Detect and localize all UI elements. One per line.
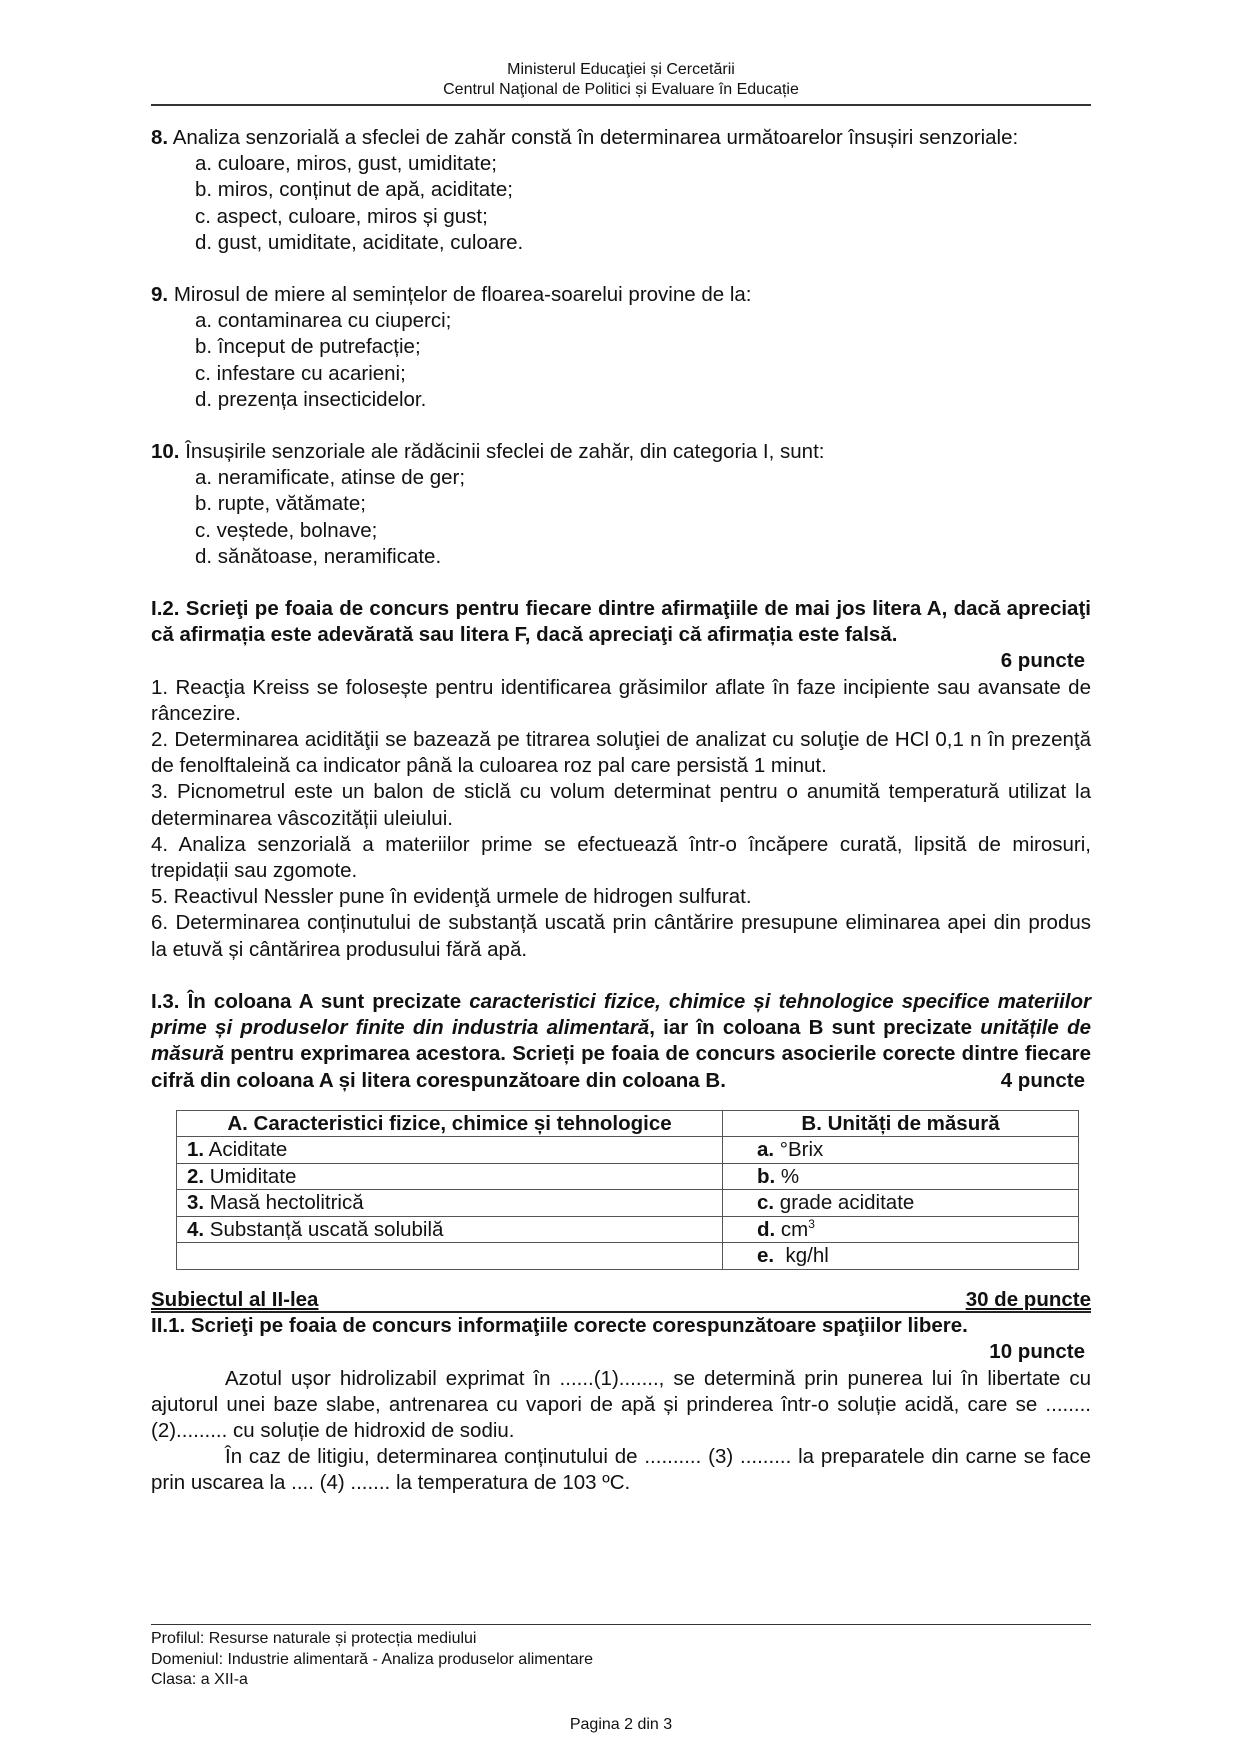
option: c. veștede, bolnave; bbox=[195, 518, 378, 542]
column-b-cell: b. % bbox=[723, 1163, 1079, 1190]
association-table bbox=[176, 1110, 1079, 1270]
footer-divider bbox=[151, 1624, 1091, 1625]
option: c. infestare cu acarieni; bbox=[195, 361, 406, 385]
question-8 bbox=[151, 125, 1091, 151]
subject-2-points: 30 de puncte bbox=[965, 1287, 1091, 1311]
option: b. miros, conținut de apă, aciditate; bbox=[195, 178, 513, 202]
subject-2-heading bbox=[151, 1287, 1091, 1313]
column-a-cell: 2. Umiditate bbox=[177, 1163, 723, 1190]
column-a-cell bbox=[177, 1243, 723, 1270]
column-b-cell: c. grade aciditate bbox=[723, 1190, 1079, 1217]
page-number: Pagina 2 din 3 bbox=[569, 1716, 673, 1733]
footer-class: Clasa: a XII-a bbox=[151, 1671, 248, 1688]
header-divider bbox=[151, 104, 1091, 106]
statement: 4. Analiza senzorială a materiilor prime se efectuează într-o încăpere curată, lipsită de mirosuri, trepidații sau zgomote. bbox=[151, 832, 1091, 883]
option: d. gust, umiditate, aciditate, culoare. bbox=[195, 230, 524, 254]
ministry-name: Ministerul Educaţiei și Cercetării bbox=[507, 61, 735, 78]
statement: 1. Reacţia Kreiss se folosește pentru identificarea grăsimilor aflate în faze incipiente sau avansate de râncezire. bbox=[151, 675, 1091, 725]
option: b. început de putrefacție; bbox=[195, 335, 421, 359]
section-i3-label: I.3. În coloana A sunt precizate bbox=[151, 989, 470, 1013]
question-text: Însușirile senzoriale ale rădăcinii sfeclei de zahăr, din categoria I, sunt: bbox=[185, 440, 825, 464]
fill-in-paragraph-1: Azotul ușor hidrolizabil exprimat în ......(1)......., se determină prin punerea lui în libertate cu ajutorul unei baze slabe, antrenarea cu vapori de apă și prinderea într-o soluție acidă, care se ........(2)......... cu soluție de hidroxid de sodiu. bbox=[151, 1366, 1091, 1442]
column-b-cell: a. °Brix bbox=[723, 1137, 1079, 1164]
section-i3-points: 4 puncte bbox=[1000, 1068, 1085, 1092]
statement: 3. Picnometrul este un balon de sticlă cu volum determinat pentru o anumită temperatură utilizat la determinarea vâscozității uleiului. bbox=[151, 780, 1091, 830]
section-i2-instruction: I.2. Scrieţi pe foaia de concurs pentru fiecare dintre afirmaţiile de mai jos litera A, dacă apreciaţi că afirmația este adevărată sau litera F, dacă apreciaţi că afirmația este falsă. bbox=[151, 597, 1091, 647]
question-9 bbox=[151, 282, 1091, 308]
footer-profile: Profilul: Resurse naturale și protecția mediului bbox=[151, 1630, 477, 1647]
column-a-header: A. Caracteristici fizice, chimice și tehnologice bbox=[177, 1110, 723, 1137]
question-10 bbox=[151, 439, 1091, 465]
fill-in-paragraph-2: În caz de litigiu, determinarea conținutului de .......... (3) ......... la preparatele din carne se face prin uscarea la .... (4) ....... la temperatura de 103 ºC. bbox=[151, 1445, 1091, 1495]
option: a. culoare, miros, gust, umiditate; bbox=[195, 152, 497, 176]
table-row bbox=[177, 1243, 1079, 1270]
column-a-cell: 4. Substanță uscată solubilă bbox=[177, 1216, 723, 1243]
subject-2-title: Subiectul al II-lea bbox=[151, 1287, 319, 1311]
statement: 5. Reactivul Nessler pune în evidenţă urmele de hidrogen sulfurat. bbox=[151, 885, 752, 909]
statement: 6. Determinarea conținutului de substanță uscată prin cântărire presupune eliminarea apei din produs la etuvă și cântărirea produsului fără apă. bbox=[151, 911, 1091, 961]
option: d. sănătoase, neramificate. bbox=[195, 544, 442, 568]
option: b. rupte, vătămate; bbox=[195, 492, 366, 516]
section-i3-italic-1: caracteristici fizice, chimice și tehnologice specifice materiilor prime și produselor finite din industria alimentară bbox=[151, 989, 1091, 1040]
option: a. contaminarea cu ciuperci; bbox=[195, 309, 452, 333]
footer-domain: Domeniul: Industrie alimentară - Analiza produselor alimentare bbox=[151, 1650, 593, 1668]
option: d. prezența insecticidelor. bbox=[195, 387, 427, 411]
question-number: 10. bbox=[151, 440, 180, 464]
section-i3-tail: pentru exprimarea acestora. Scrieți pe foaia de concurs asocierile corecte dintre fiecare cifră din coloana A și litera corespunzătoare din coloana B. bbox=[151, 1042, 1091, 1092]
column-b-cell: e. kg/hl bbox=[723, 1243, 1079, 1270]
question-number: 8. bbox=[151, 126, 169, 149]
table-row bbox=[177, 1163, 1079, 1190]
table-row bbox=[177, 1216, 1079, 1243]
option: a. neramificate, atinse de ger; bbox=[195, 466, 466, 490]
section-i2-points: 6 puncte bbox=[1000, 649, 1085, 673]
table-row bbox=[177, 1137, 1079, 1164]
option: c. aspect, culoare, miros și gust; bbox=[195, 204, 488, 228]
table-header-row bbox=[177, 1110, 1079, 1137]
column-b-header: B. Unități de măsură bbox=[723, 1110, 1079, 1137]
column-a-cell: 3. Masă hectolitrică bbox=[177, 1190, 723, 1217]
statement: 2. Determinarea acidităţii se bazează pe titrarea soluţiei de analizat cu soluţie de HCl 0,1 n în prezenţă de fenolftaleină ca indicator până la culoarea roz pal care persistă 1 minut. bbox=[151, 728, 1091, 778]
page-header bbox=[151, 60, 1091, 100]
table-row bbox=[177, 1190, 1079, 1217]
question-text: Mirosul de miere al semințelor de floarea-soarelui provine de la: bbox=[173, 283, 752, 307]
section-ii1-points: 10 puncte bbox=[989, 1340, 1085, 1364]
page-body bbox=[151, 125, 1091, 1497]
section-i3-italic-2: unitățile de măsură bbox=[151, 1016, 1091, 1066]
page-footer bbox=[151, 1629, 593, 1691]
question-number: 9. bbox=[151, 283, 169, 307]
section-i3-mid: , iar în coloana B sunt precizate bbox=[649, 1016, 981, 1040]
column-b-cell: d. $cm^3$ bbox=[723, 1216, 1079, 1243]
column-a-cell: 1. Aciditate bbox=[177, 1137, 723, 1164]
question-text: Analiza senzorială a sfeclei de zahăr constă în determinarea următoarelor însușiri senzoriale: bbox=[172, 126, 1019, 149]
center-name: Centrul Naţional de Politici și Evaluare în Educație bbox=[443, 81, 799, 98]
section-ii1-instruction: II.1. Scrieţi pe foaia de concurs informaţiile corecte corespunzătoare spaţiilor libere. bbox=[151, 1314, 968, 1338]
